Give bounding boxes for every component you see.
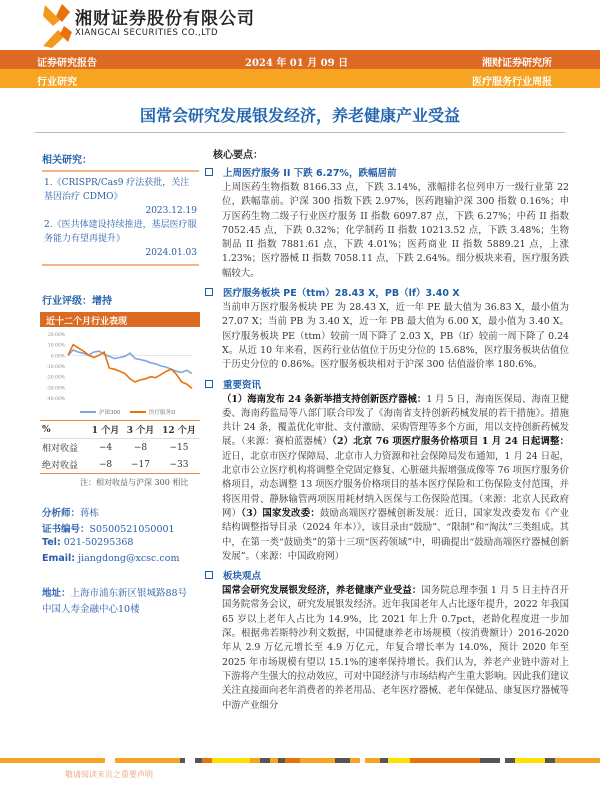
email-label: Email: xyxy=(42,553,76,564)
checkbox-bullet-icon xyxy=(205,168,213,176)
y-tick-label: -30.00% xyxy=(46,386,65,392)
checkbox-bullet-icon xyxy=(205,288,213,296)
table-header: 12 个月 xyxy=(158,421,200,439)
table-cell: −4 xyxy=(98,442,113,453)
news-headline: （1）海南发布 24 条新举措支持创新医疗器械： xyxy=(222,393,427,405)
related-title[interactable]: 1.《CRISPR/Cas9 疗法获批，关注基因治疗 CDMO》 xyxy=(44,178,190,202)
news-headline: （3）国家发改委： xyxy=(241,507,320,519)
y-tick-label: 10.00% xyxy=(47,343,65,349)
performance-table xyxy=(40,420,200,474)
cert-label: 证书编号： xyxy=(42,524,90,535)
industry-rating: 行业评级：增持 xyxy=(42,296,112,307)
y-tick-label: 20.00% xyxy=(47,333,65,338)
view-body: 国务院总理李强 1 月 5 日主持召开国务院常务会议，研究发展银发经济。近年我国老年人占比逐年提升，2022 年我国 65 岁以上老年人占比为 14.9%，比 2021 年上升 0.7pct，老龄化程度进一步加深。根据弗若斯特沙利文数据，中国健康养老市场规模（按消费额计）2016-2020 年从 2.9 万亿元增长至 4.9 万亿元，年复合增长率为 14.0%，预计 2020 年至 2025 年市场规模有望以 15.1%的速率保持增长。我们认为，养老产业链中游对上下游将产生强大的拉动效应，可对中国经济与市场结构产生重大影响。因此我们建议关注直接面向老年消费者的养老用品、老年医疗器械、老年保健品、康复医疗器械等中游产业细分 xyxy=(222,585,569,711)
checkbox-bullet-icon xyxy=(205,380,213,388)
tel-label: Tel: xyxy=(42,537,61,548)
email-link[interactable]: jiangdong@xcsc.com xyxy=(78,553,180,564)
y-tick-label: -40.00% xyxy=(46,397,65,402)
related-item[interactable] xyxy=(44,218,197,260)
table-cell: 绝对收益 xyxy=(42,461,79,471)
address-line-2: 中国人寿金融中心10楼 xyxy=(42,604,140,615)
table-cell: −8 xyxy=(98,459,113,470)
email-line xyxy=(42,553,179,564)
tel-number: 021-50295368 xyxy=(63,537,134,548)
footer-decoration xyxy=(0,758,600,763)
series-line-1 xyxy=(68,345,192,389)
address-label: 地址： xyxy=(42,588,71,599)
y-tick-label: 0.00% xyxy=(50,354,65,360)
related-date: 2024.01.03 xyxy=(145,248,197,258)
news-body: 近日，北京市医疗保障局、北京市人力资源和社会保障局发布通知，1 月 24 日起，北京市公立医疗机构将调整全党固定修复、心脏磁共振增强成像等 76 项医疗服务价格项目，动态调整 13 项医疗服务价格项目的基本医疗保险和工伤保险支付范围，并将医用骨、静脉输管两项医用耗材纳入医保与工伤保险范围。（来源：北京人民政府网） xyxy=(222,450,569,519)
footer-disclaimer: 敬请阅读末页之重要声明 xyxy=(65,770,153,779)
divider xyxy=(35,132,565,133)
related-research-heading: 相关研究： xyxy=(42,155,92,166)
legend-label: 医疗服务II xyxy=(149,410,176,416)
section-heading xyxy=(205,568,585,582)
table-note: 注：相对收益与沪深 300 相比 xyxy=(80,478,189,487)
company-name-cn: 湘财证券股份有限公司 xyxy=(75,9,255,29)
chart-heading: 近十二个月行业表现 xyxy=(40,312,200,327)
tel-line xyxy=(42,537,133,548)
section-title: 医疗服务板块 PE（ttm）28.43 X，PB（lf）3.40 X xyxy=(223,288,460,300)
report-category: 行业研究 xyxy=(37,77,77,88)
table-header: % xyxy=(40,421,88,439)
related-title[interactable]: 2.《医共体建设持续推进，基层医疗服务能力有望再提升》 xyxy=(44,220,197,244)
related-research-list xyxy=(42,170,199,266)
news-body: 鼓励高端医疗器械创新发展：近日，国家发改委发布《产业结构调整指导目录（2024 年本）》，该目录由“鼓励”、“限制”和“淘汰”三类组成。其中，在第一类“鼓励类”的第十三项“医药领域”中，明确提出“鼓励高端医疗器械创新发展”。（来源：中国政府网） xyxy=(222,507,569,562)
table-header: 1 个月 xyxy=(88,421,123,439)
table-row xyxy=(40,439,200,457)
analyst-line xyxy=(42,505,99,519)
section-title: 上周医疗服务 II 下跌 6.27%，跌幅居前 xyxy=(223,168,397,179)
header-bar-primary xyxy=(0,50,600,69)
table-cell: −8 xyxy=(133,442,148,453)
legend-label: 沪深300 xyxy=(99,410,121,416)
related-date: 2023.12.19 xyxy=(145,206,197,216)
institute-name: 湘财证券研究所 xyxy=(482,58,552,69)
section-heading xyxy=(205,285,585,299)
section-text: 当前申万医疗服务板块 PE 为 28.43 X，近一年 PE 最大值为 36.83 X，最小值为 27.07 X；当前 PB 为 3.40 X，近一年 PB 最大值为 6.00 X，最小值为 3.40 X。医疗服务板块 PE（ttm）较前一周下降了 2.03 X，PB（lf）较前一周下降了 0.24 X。从近 10 年来看，医药行业估值位于历史分位的 15.68%，医疗服务板块估值位于历史分位的 0.86%。医疗服务板块相对于沪深 300 估值溢价率 180.6%。 xyxy=(222,302,569,371)
report-date: 2024 年 01 月 09 日 xyxy=(245,58,349,69)
company-name-en: XIANGCAI SECURITIES CO.,LTD xyxy=(75,28,219,38)
table-header: 3 个月 xyxy=(123,421,158,439)
table-cell: −17 xyxy=(131,459,150,470)
section-title: 重要资讯 xyxy=(223,379,262,391)
analyst-name: 蒋栋 xyxy=(80,508,100,519)
news-body: 1 月 5 日，海南医保局、海南卫健委、海南药监局等八部门联合印发了《海南省支持创新药械发展的若干措施》。措施共计 24 条，覆盖优化审批、支付激励、采购管理等多个方面，用以支持创新药械发展。（来源：赛柏蓝器械） xyxy=(222,393,569,448)
table-cell: −15 xyxy=(169,442,189,453)
section-heading xyxy=(205,165,585,179)
analyst-label: 分析师： xyxy=(42,508,81,519)
section-text: 上周医药生物指数 8166.33 点，下跌 3.14%，涨幅排名位列申万一级行业第 22 位，跌幅靠前。沪深 300 指数下跌 2.97%，医药跑输沪深 300 指数 0.16%；申万医药生物二级子行业医疗服务 II 指数 6097.87 点，下跌 6.27%；中药 II 指数 7052.45 点，下跌 0.32%；化学制药 II 指数 10213.52 点，下跌 3.48%；生物制品 II 指数 7881.61 点，下跌 4.01%；医药商业 II 指数 5889.21 点，上涨 1.23%；医疗器械 II 指数 7058.11 点，下跌 2.64%。细分板块来看，医疗服务跌幅较大。 xyxy=(222,182,569,279)
table-cell: −33 xyxy=(169,459,189,470)
table-row xyxy=(40,456,200,474)
related-item[interactable] xyxy=(44,176,197,218)
section-title: 板块观点 xyxy=(223,571,262,583)
table-header-row xyxy=(40,421,200,439)
core-points-heading: 核心要点： xyxy=(213,150,263,161)
section-heading xyxy=(205,377,585,391)
news-text xyxy=(205,393,585,565)
cert-line xyxy=(42,521,175,535)
performance-chart xyxy=(40,330,200,418)
y-tick-label: -20.00% xyxy=(46,375,65,381)
report-name: 医疗服务行业周报 xyxy=(472,77,552,88)
address-line xyxy=(42,585,187,599)
header-bar-secondary xyxy=(0,69,600,88)
y-tick-label: -10.00% xyxy=(46,365,65,370)
cert-number: S0500521050001 xyxy=(89,524,175,535)
section-text xyxy=(205,584,585,713)
view-headline: 国常会研究发展银发经济，养老健康产业受益： xyxy=(222,585,422,597)
news-headline: （2）北京 76 项医疗服务价格项目 1 月 24 日起调整： xyxy=(332,436,569,448)
address-text: 上海市浦东新区银城路88号 xyxy=(70,588,188,599)
report-type: 证券研究报告 xyxy=(37,58,97,69)
page-title: 国常会研究发展银发经济，养老健康产业受益 xyxy=(139,106,460,125)
main-content xyxy=(205,146,585,713)
checkbox-bullet-icon xyxy=(205,571,213,579)
table-cell: 相对收益 xyxy=(42,444,79,454)
